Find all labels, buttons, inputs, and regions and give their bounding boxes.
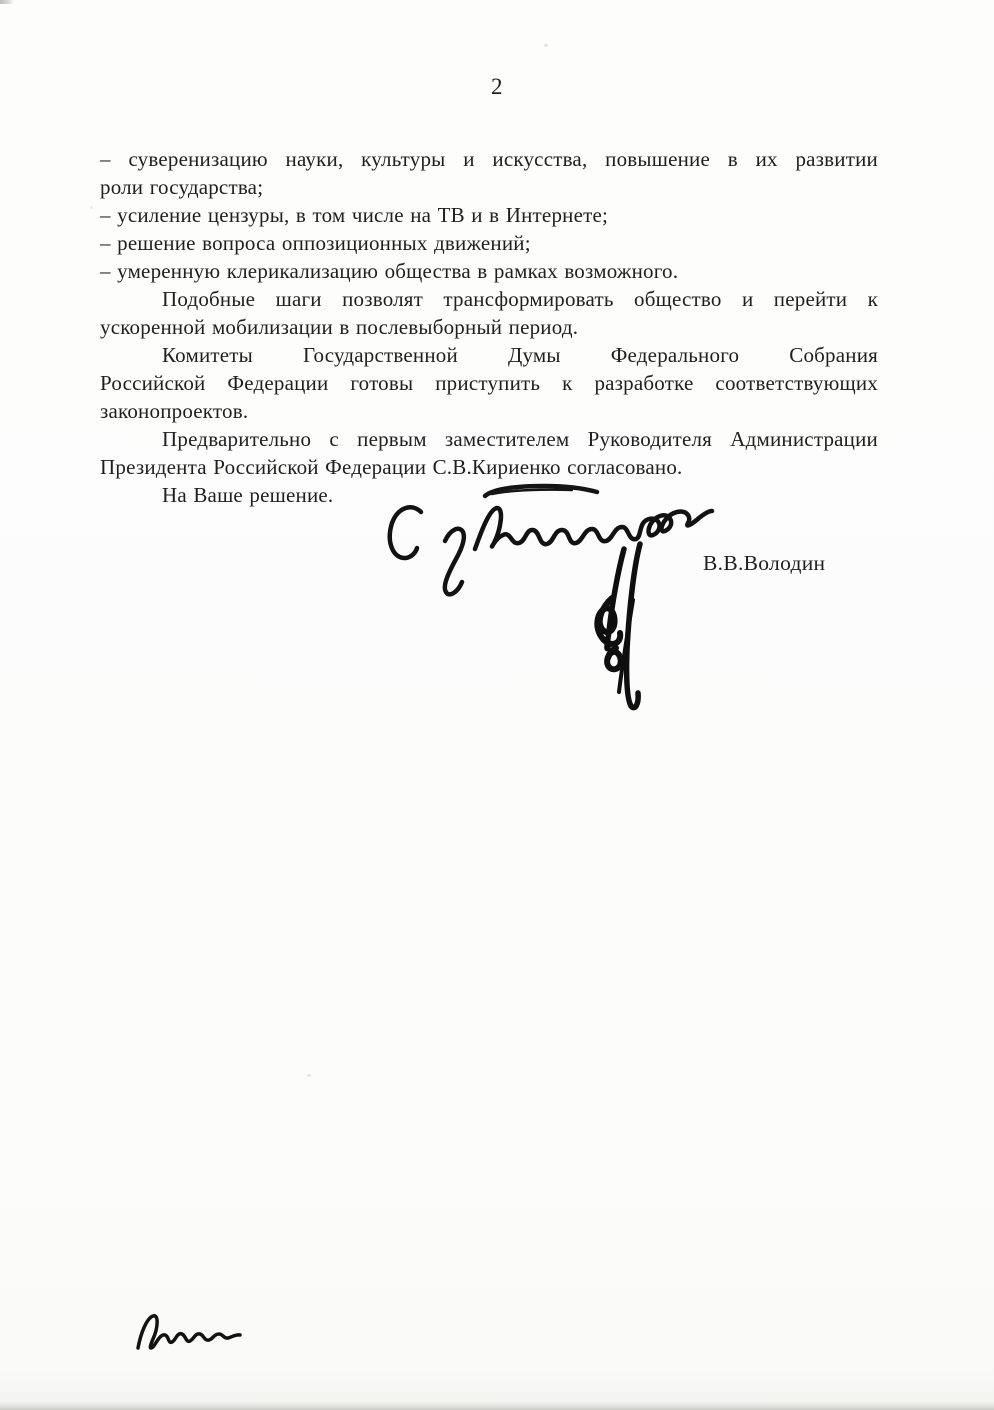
scan-artifact-corner [0, 0, 14, 4]
page-number: 2 [491, 74, 503, 99]
text-line: – суверенизацию науки, культуры и искусства, повышение в их развитии [100, 147, 878, 171]
bottom-left-scribble [138, 1316, 240, 1348]
text-line: Президента Российской Федерации С.В.Кириенко согласовано. [100, 455, 683, 479]
text-line: ускоренной мобилизации в послевыборный период. [100, 315, 579, 339]
text-line: Комитеты Государственной Думы Федерального Собрания [162, 343, 878, 367]
scan-speck [544, 44, 548, 47]
handwritten-salutation [390, 507, 712, 594]
text-line: – усиление цензуры, в том числе на ТВ и в Интернете; [100, 203, 609, 227]
text-line: роли государства; [100, 175, 264, 199]
signer-name: В.В.Володин [703, 551, 826, 575]
text-line: законопроектов. [100, 399, 249, 423]
text-line: На Ваше решение. [162, 483, 334, 507]
scan-speck [90, 206, 93, 209]
text-line: – решение вопроса оппозиционных движений; [100, 231, 531, 255]
scan-edge-shadow [0, 1401, 994, 1410]
text-line: Подобные шаги позволят трансформировать общество и перейти к [162, 287, 878, 311]
text-line: Предварительно с первым заместителем Руководителя Администрации [162, 427, 878, 451]
signature-flourish [597, 544, 640, 708]
document-body [100, 145, 878, 509]
text-line: Российской Федерации готовы приступить к разработке соответствующих [100, 371, 878, 395]
text-line: – умеренную клерикализацию общества в рамках возможного. [100, 259, 679, 283]
scan-speck [307, 1074, 311, 1077]
